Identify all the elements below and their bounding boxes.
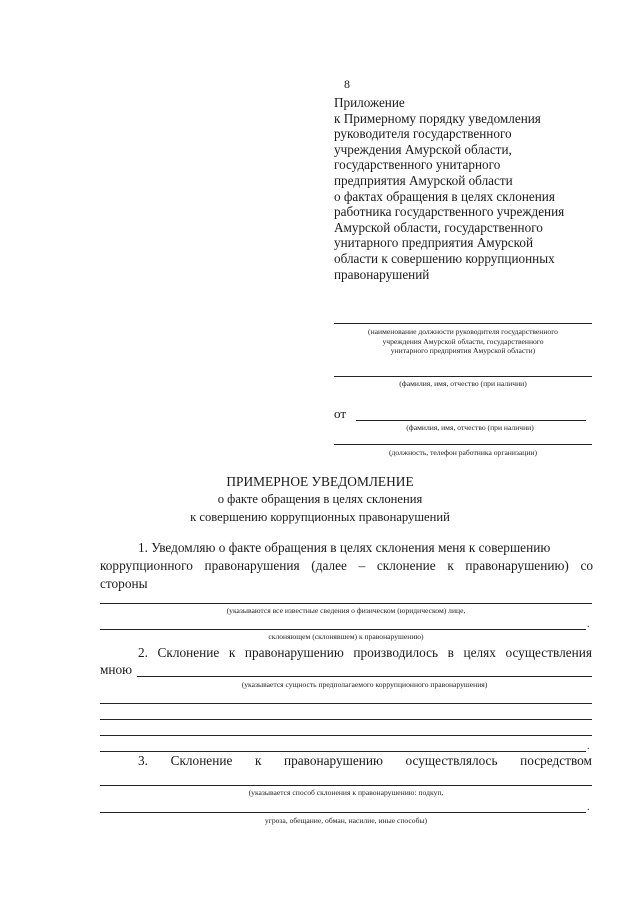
appendix-block xyxy=(334,95,604,282)
appendix-line: Приложение xyxy=(334,95,405,110)
section3-caption1: (указывается способ склонения к правонарушению: подкуп, xyxy=(248,788,444,797)
head-name-caption: (фамилия, имя, отчество (при наличии) xyxy=(399,379,527,388)
section2-field-1[interactable] xyxy=(137,676,592,677)
from-label: от xyxy=(334,406,347,421)
from-name-field[interactable] xyxy=(356,420,586,421)
head-name-field[interactable] xyxy=(334,376,592,377)
section1-field-2[interactable] xyxy=(100,629,586,630)
section3-end-mark: . xyxy=(587,802,590,813)
section1-line1: 1. Уведомляю о факте обращения в целях склонения меня к совершению xyxy=(138,540,551,555)
head-position-field[interactable] xyxy=(334,323,592,324)
section3-word: посредством xyxy=(520,753,592,768)
section2-line1: 2. Склонение к правонарушению производилось в целях осуществления xyxy=(138,645,592,660)
from-name-caption: (фамилия, имя, отчество (при наличии) xyxy=(406,423,534,432)
section3-field-2[interactable] xyxy=(100,812,586,813)
section3-word: Склонение xyxy=(170,753,233,768)
head-position-caption xyxy=(330,327,596,356)
caption-line: унитарного предприятия Амурской области) xyxy=(390,346,536,356)
document-subtitle: к совершению коррупционных правонарушений xyxy=(190,510,450,524)
section1-caption1: (указываются все известные сведения о физическом (юридическом) лице, xyxy=(226,606,466,615)
appendix-line: руководителя государственного xyxy=(334,126,512,142)
section3-word: правонарушению xyxy=(284,753,383,768)
caption-line: (наименование должности руководителя государственного xyxy=(368,327,558,336)
appendix-line: к Примерному порядку уведомления xyxy=(334,110,541,126)
page-number: 8 xyxy=(344,77,350,91)
appendix-line: работника государственного учреждения xyxy=(334,204,565,220)
appendix-line: учреждения Амурской области, xyxy=(334,141,512,157)
section2-end-mark: . xyxy=(587,741,590,752)
section2-field-3[interactable] xyxy=(100,719,592,720)
section1-field-1[interactable] xyxy=(100,603,592,604)
section2-field-2[interactable] xyxy=(100,703,592,704)
section1-end-mark: . xyxy=(587,619,590,630)
appendix-line: Амурской области, государственного xyxy=(334,219,543,235)
section1-line3: стороны xyxy=(100,576,148,591)
appendix-line: правонарушений xyxy=(334,266,430,282)
appendix-line: государственного унитарного xyxy=(334,157,501,173)
section2-caption: (указывается сущность предполагаемого коррупционного правонарушения) xyxy=(241,680,488,689)
section3-line1 xyxy=(138,753,592,769)
section1-caption2: склоняющем (склонявшем) к правонарушению) xyxy=(268,632,424,641)
appendix-line: унитарного предприятия Амурской xyxy=(334,235,533,251)
section3-word: 3. xyxy=(138,753,148,768)
section3-word: к xyxy=(254,753,262,768)
document-subtitle: о факте обращения в целях склонения xyxy=(217,492,423,506)
section3-field-1[interactable] xyxy=(100,785,592,786)
appendix-line: области к совершению коррупционных xyxy=(334,250,555,266)
caption-line: учреждения Амурской области, государственного xyxy=(382,336,544,346)
section3-word: осуществлялось xyxy=(405,753,498,768)
document-title: ПРИМЕРНОЕ УВЕДОМЛЕНИЕ xyxy=(226,474,414,489)
section3-caption2: угроза, обещание, обман, насилие, иные способы) xyxy=(264,816,428,825)
section2-field-4[interactable] xyxy=(100,735,592,736)
section1-line2: коррупционного правонарушения (далее – склонение к правонарушению) со xyxy=(100,558,593,573)
from-position-field[interactable] xyxy=(334,444,592,445)
section2-field-5[interactable] xyxy=(100,751,586,752)
appendix-line: предприятия Амурской области xyxy=(334,172,513,188)
from-position-caption: (должность, телефон работника организации) xyxy=(388,448,538,457)
appendix-line: о фактах обращения в целях склонения xyxy=(334,188,555,204)
section2-line2: мною xyxy=(100,662,133,677)
